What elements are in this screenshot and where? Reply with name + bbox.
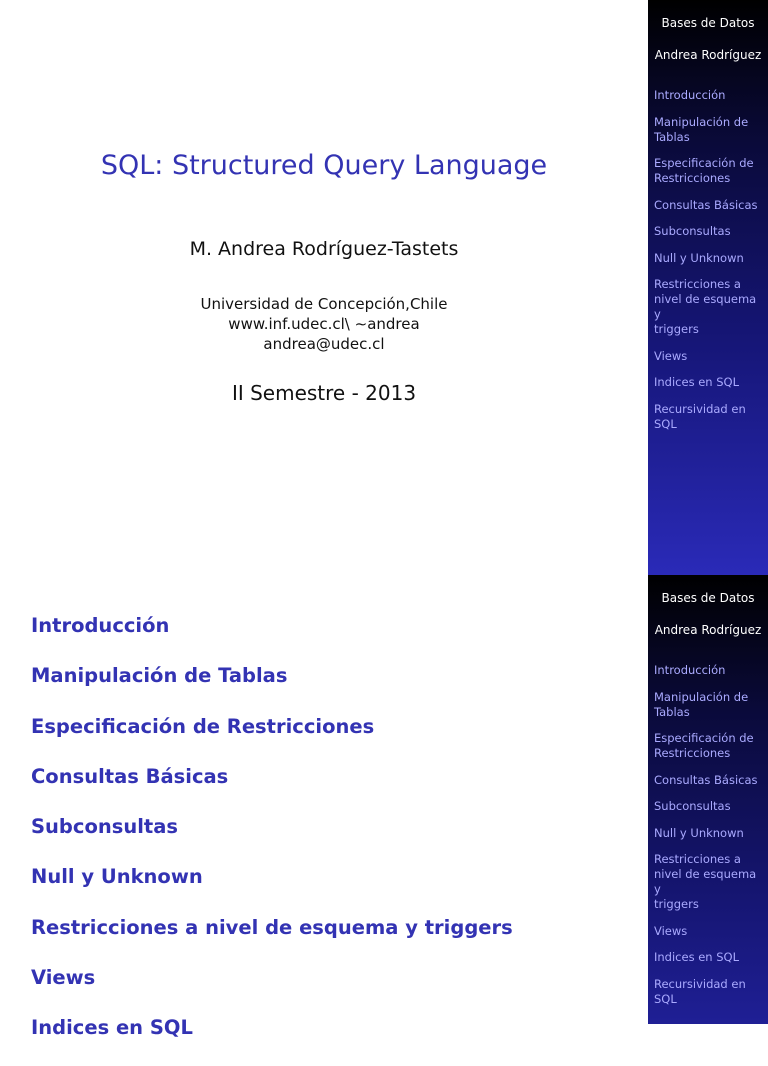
sidebar-item-consultas[interactable]: Consultas Básicas [654, 772, 758, 787]
toc-item-indices[interactable]: Indices en SQL [31, 1016, 193, 1040]
toc-item-views[interactable]: Views [31, 966, 96, 990]
sidebar-author[interactable]: Andrea Rodríguez [654, 623, 762, 637]
sidebar-item-null-unknown[interactable]: Null y Unknown [654, 825, 744, 840]
presentation-author: M. Andrea Rodríguez-Tastets [189, 238, 459, 260]
sidebar-item-null-unknown[interactable]: Null y Unknown [654, 250, 744, 265]
sidebar-item-introduccion[interactable]: Introducción [654, 88, 726, 102]
toc-item-null-unknown[interactable]: Null y Unknown [31, 865, 203, 889]
sidebar-item-indices[interactable]: Indices en SQL [654, 950, 739, 964]
sidebar-item-introduccion[interactable]: Introducción [654, 663, 726, 677]
sidebar-item-restricciones[interactable]: Restricciones a nivel de esquema y triggers [654, 277, 757, 336]
navigation-sidebar [648, 575, 768, 1024]
toc-item-especificacion[interactable]: Especificación de Restricciones [31, 714, 375, 738]
sidebar-item-recursividad[interactable]: Recursividad en SQL [654, 976, 746, 1006]
sidebar-item-views[interactable]: Views [654, 348, 688, 363]
sidebar-item-subconsultas[interactable]: Subconsultas [654, 799, 731, 813]
sidebar-course-title[interactable]: Bases de Datos [661, 591, 755, 605]
sidebar-item-subconsultas[interactable]: Subconsultas [654, 224, 731, 238]
toc-item-restricciones[interactable]: Restricciones a nivel de esquema y triggers [31, 915, 513, 939]
sidebar-section-list [654, 88, 766, 443]
sidebar-item-consultas[interactable]: Consultas Básicas [654, 197, 758, 212]
toc-item-manipulacion[interactable]: Manipulación de Tablas [31, 664, 288, 688]
sidebar-item-recursividad[interactable]: Recursividad en SQL [654, 401, 746, 431]
toc-item-consultas[interactable]: Consultas Básicas [31, 764, 229, 788]
navigation-sidebar [648, 0, 768, 575]
institution-name: Universidad de Concepción,Chile [200, 295, 448, 313]
institution-email: andrea@udec.cl [263, 335, 385, 353]
sidebar-item-especificacion[interactable]: Especificación de Restricciones [654, 731, 754, 760]
presentation-date: II Semestre - 2013 [231, 381, 417, 405]
presentation-title: SQL: Structured Query Language [100, 150, 548, 181]
sidebar-item-restricciones[interactable]: Restricciones a nivel de esquema y triggers [654, 852, 757, 911]
toc-item-subconsultas[interactable]: Subconsultas [31, 815, 178, 839]
sidebar-item-manipulacion[interactable]: Manipulación de Tablas [654, 689, 749, 719]
toc-item-introduccion[interactable]: Introducción [31, 614, 170, 637]
institution-url: www.inf.udec.cl\ ∼andrea [228, 315, 420, 333]
sidebar-item-indices[interactable]: Indices en SQL [654, 375, 739, 389]
sidebar-item-views[interactable]: Views [654, 923, 688, 938]
sidebar-author[interactable]: Andrea Rodríguez [654, 48, 762, 62]
outline-slide [0, 575, 768, 1040]
sidebar-item-especificacion[interactable]: Especificación de Restricciones [654, 156, 754, 185]
institution-block [0, 294, 648, 354]
sidebar-course-title[interactable]: Bases de Datos [661, 16, 755, 30]
sidebar-section-list [654, 663, 766, 1018]
sidebar-item-manipulacion[interactable]: Manipulación de Tablas [654, 114, 749, 144]
table-of-contents [31, 613, 513, 1066]
